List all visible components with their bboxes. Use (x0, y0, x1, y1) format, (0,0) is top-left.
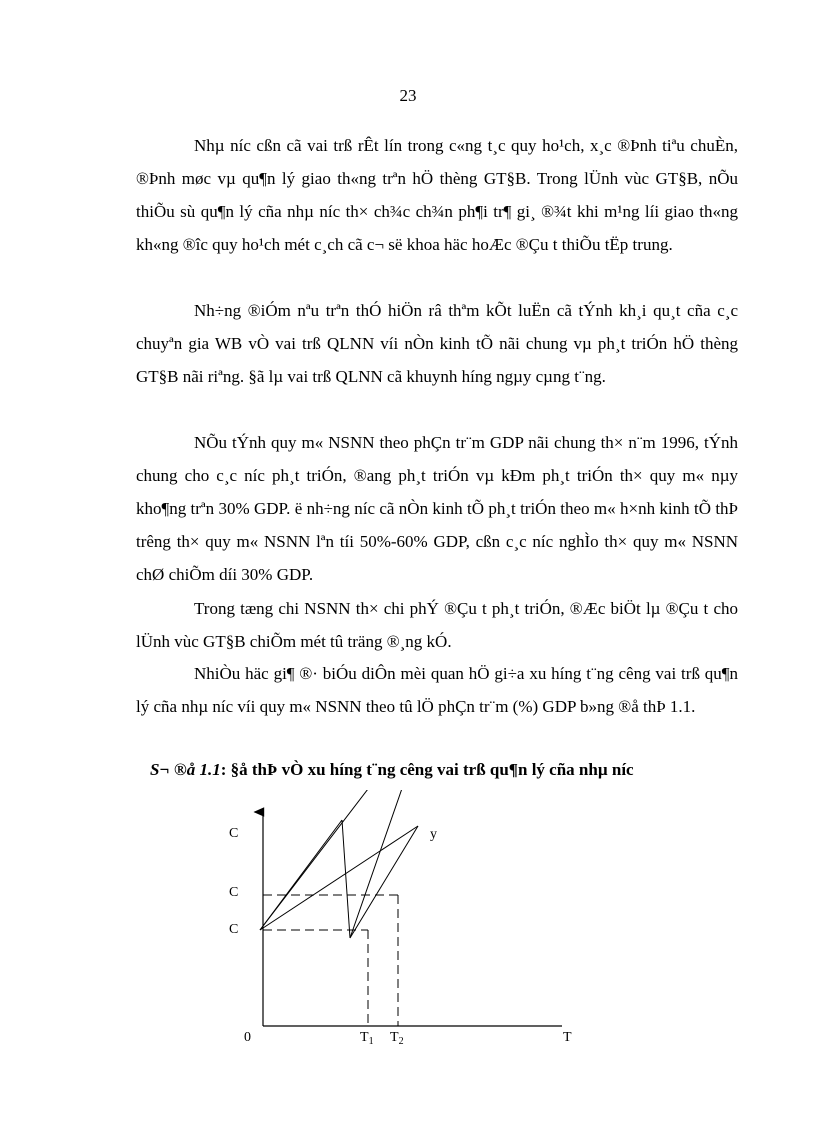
paragraph-1-text: Nhµ níc cßn cã vai trß rÊt lín trong c«ng t¸c quy ho¹ch, x¸c ®Þnh tiªu chuÈn, ®Þnh møc vµ qu¶n lý giao th«ng trªn hÖ thèng GT§B. Trong lÜnh vùc GT§B, nÕu thiÕu sù qu¶n lý cña nhµ níc th× ch¾c ch¾n ph¶i tr¶ gi¸ ®¾t khi m¹ng líi giao th«ng kh«ng ®îc quy ho¹ch mét c¸ch cã c¬ së khoa häc hoÆc ®Çu t thiÕu tËp trung. (136, 136, 738, 254)
page-number: 23 (399, 86, 417, 105)
curve-line-2 (342, 820, 350, 938)
curve-line-6 (350, 790, 430, 938)
paragraph-3-text: NÕu tÝnh quy m« NSNN theo phÇn tr¨m GDP nãi chung th× n¨m 1996, tÝnh chung cho c¸c níc ph¸t triÓn, ®ang ph¸t triÓn vµ kÐm ph¸t triÓn th× quy m« nµy kho¶ng trªn 30% GDP. ë nh÷ng níc cã nÒn kinh tÕ ph¸t triÓn theo m« h×nh kinh tÕ thÞ trêng th× quy m« NSNN lªn tíi 50%-60% GDP, cßn c¸c níc nghÌo th× quy m« NSNN chØ chiÕm díi 30% GDP. (136, 433, 738, 584)
figure-caption-text: : §å thÞ vÒ xu híng t¨ng cêng vai trß qu¶n lý cña nhµ níc (220, 760, 634, 779)
paragraph-3 (136, 426, 738, 591)
y-label-middle: C (229, 885, 239, 900)
paragraph-2-text: Nh÷ng ®iÓm nªu trªn thÓ hiÖn râ thªm kÕt luËn cã tÝnh kh¸i qu¸t cña c¸c chuyªn gia WB vÒ vai trß QLNN víi nÒn kinh tÕ nãi chung vµ ph¸t triÓn hÖ thèng GT§B nãi riªng. §ã lµ vai trß QLNN cã khuynh híng ngµy cµng t¨ng. (136, 301, 738, 386)
curve-line-3 (350, 826, 418, 938)
origin-label: 0 (244, 1030, 251, 1045)
paragraph-4-text: Trong tæng chi NSNN th× chi phÝ ®Çu t ph¸t triÓn, ®Æc biÖt lµ ®Çu t cho lÜnh vùc GT§B chiÕm mét tû träng ®¸ng kÓ. (136, 599, 738, 651)
paragraph-5 (136, 657, 738, 723)
x-axis-label: T (563, 1030, 572, 1045)
x-label-t1: $T_1$ (360, 1030, 374, 1047)
paragraph-5-text: NhiÒu häc gi¶ ®· biÓu diÔn mèi quan hÖ gi÷a xu híng t¨ng cêng vai trß qu¶n lý cña nhµ níc víi quy m« NSNN theo tû lÖ phÇn tr¨m (%) GDP b»ng ®å thÞ 1.1. (136, 664, 738, 716)
figure-caption (150, 760, 770, 780)
figure-caption-label: S¬ ®å 1.1 (150, 760, 221, 779)
y-label-top: C (229, 826, 239, 841)
curve-label: y (430, 827, 437, 842)
paragraph-2 (136, 294, 738, 393)
x-label-t2: $T_2$ (390, 1030, 404, 1047)
paragraph-1 (136, 129, 738, 261)
y-label-bottom: C (229, 922, 239, 937)
curve-line-4 (260, 826, 418, 930)
paragraph-4 (136, 592, 738, 658)
diagram-figure (220, 790, 600, 1060)
